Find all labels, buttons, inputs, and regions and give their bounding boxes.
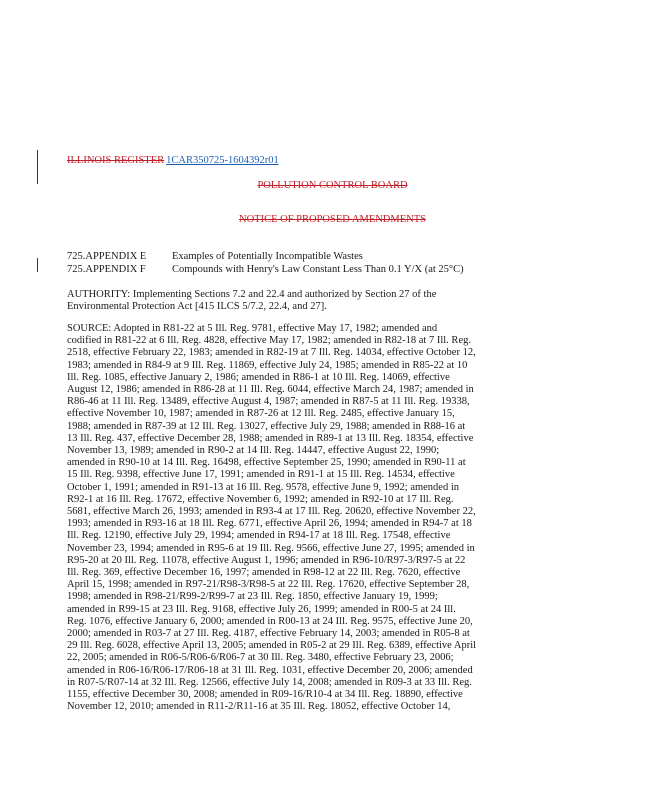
source-line: October 1, 1991; amended in R91-13 at 16 Ill. Reg. 9578, effective June 9, 1992; amended in	[67, 481, 460, 493]
source-line: 5681, effective March 26, 1993; amended in R93-4 at 17 Ill. Reg. 20620, effective November 22,	[67, 506, 476, 518]
source-line: R86-46 at 11 Ill. Reg. 13489, effective August 4, 1987; amended in R87-5 at 11 Ill. Reg. 19338,	[67, 396, 470, 408]
revision-bar	[37, 150, 38, 184]
register-struck-text: ILLINOIS REGISTER	[67, 155, 165, 166]
source-line: R95-20 at 20 Ill. Reg. 11078, effective August 1, 1996; amended in R96-10/R97-3/R97-5 at 22	[67, 554, 466, 566]
source-line: amended in R90-10 at 14 Ill. Reg. 16498, effective September 25, 1990; amended in R90-11 at	[67, 457, 466, 469]
source-line: codified in R81-22 at 6 Ill. Reg. 4828, effective May 17, 1982; amended in R82-18 at 7 Ill. Reg.	[67, 335, 471, 347]
source-line: August 12, 1986; amended in R86-28 at 11 Ill. Reg. 6044, effective March 24, 1987; amended in	[67, 384, 474, 396]
source-line: 22, 2005; amended in R06-5/R06-6/R06-7 at 30 Ill. Reg. 3480, effective February 23, 2006;	[67, 652, 454, 664]
source-line: November 23, 1994; amended in R95-6 at 19 Ill. Reg. 9566, effective June 27, 1995; amended in	[67, 542, 475, 554]
notice-title: NOTICE OF PROPOSED AMENDMENTS	[239, 214, 426, 225]
source-line: in R07-5/R07-14 at 32 Ill. Reg. 12566, effective July 14, 2008; amended in R09-3 at 33 Ill. Reg.	[67, 676, 472, 688]
source-line: 2000; amended in R03-7 at 27 Ill. Reg. 4187, effective February 14, 2003; amended in R05-8 at	[67, 628, 470, 640]
board-name: POLLUTION CONTROL BOARD	[257, 180, 408, 191]
source-line: R92-1 at 16 Ill. Reg. 17672, effective November 6, 1992; amended in R92-10 at 17 Ill. Reg.	[67, 493, 454, 505]
source-line: Ill. Reg. 369, effective December 16, 1997; amended in R98-12 at 22 Ill. Reg. 7620, effective	[67, 567, 461, 579]
notice-header	[0, 214, 665, 226]
source-line: 15 Ill. Reg. 9398, effective June 17, 1991; amended in R91-1 at 15 Ill. Reg. 14534, effective	[67, 469, 455, 481]
source-line: November 13, 1989; amended in R90-2 at 14 Ill. Reg. 14447, effective August 22, 1990;	[67, 445, 440, 457]
source-line: 1988; amended in R87-39 at 12 Ill. Reg. 13027, effective July 29, 1988; amended in R88-16 at	[67, 420, 466, 432]
source-line: Ill. Reg. 1085, effective January 2, 1986; amended in R86-1 at 10 Ill. Reg. 14069, effective	[67, 371, 450, 383]
source-paragraph	[67, 323, 627, 714]
register-inserted-text[interactable]: 1CAR350725-1604392r01	[166, 155, 279, 166]
authority-line: AUTHORITY: Implementing Sections 7.2 and 22.4 and authorized by Section 27 of the	[67, 289, 437, 300]
source-line: November 12, 2010; amended in R11-2/R11-16 at 35 Ill. Reg. 18052, effective October 14,	[67, 701, 451, 713]
authority-line: Environmental Protection Act [415 ILCS 5/7.2, 22.4, and 27].	[67, 301, 327, 313]
source-line: April 15, 1998; amended in R97-21/R98-3/R98-5 at 22 Ill. Reg. 17620, effective September 28,	[67, 579, 470, 591]
source-line: 1983; amended in R84-9 at 9 Ill. Reg. 11869, effective July 24, 1985; amended in R85-22 at 10	[67, 359, 468, 371]
source-line: 29 Ill. Reg. 6028, effective April 13, 2005; amended in R05-2 at 29 Ill. Reg. 6389, effective April	[67, 640, 477, 652]
source-line: 1998; amended in R98-21/R99-2/R99-7 at 23 Ill. Reg. 1850, effective January 19, 1999;	[67, 591, 438, 603]
source-line: 13 Ill. Reg. 437, effective December 28, 1988; amended in R89-1 at 13 Ill. Reg. 18354, effective	[67, 432, 474, 444]
source-line: amended in R06-16/R06-17/R06-18 at 31 Ill. Reg. 1031, effective December 20, 2006; amended	[67, 664, 473, 676]
source-line: 1993; amended in R93-16 at 18 Ill. Reg. 6771, effective April 26, 1994; amended in R94-7 at 18	[67, 518, 472, 530]
source-line: Reg. 1076, effective January 6, 2000; amended in R00-13 at 24 Ill. Reg. 9575, effective June 20,	[67, 615, 473, 627]
source-line: Ill. Reg. 12190, effective July 29, 1994; amended in R94-17 at 18 Ill. Reg. 17548, effective	[67, 530, 451, 542]
appendix-title: Examples of Potentially Incompatible Wastes	[172, 251, 363, 262]
appendix-row	[67, 251, 363, 263]
source-line: amended in R99-15 at 23 Ill. Reg. 9168, effective July 26, 1999; amended in R00-5 at 24 Ill.	[67, 603, 456, 615]
source-line: 2518, effective February 22, 1983; amended in R82-19 at 7 Ill. Reg. 14034, effective October 12,	[67, 347, 476, 359]
board-header	[0, 180, 665, 192]
appendix-label: 725.APPENDIX F	[67, 264, 146, 275]
appendix-label: 725.APPENDIX E	[67, 251, 147, 262]
revision-bar	[37, 258, 38, 272]
source-line: 1155, effective December 30, 2008; amended in R09-16/R10-4 at 34 Ill. Reg. 18890, effective	[67, 689, 463, 701]
authority-paragraph	[67, 289, 627, 313]
source-line: SOURCE: Adopted in R81-22 at 5 Ill. Reg. 9781, effective May 17, 1982; amended and	[67, 323, 438, 334]
appendix-row	[67, 264, 464, 276]
source-line: effective November 10, 1987; amended in R87-26 at 12 Ill. Reg. 2485, effective January 15,	[67, 408, 455, 420]
appendix-title: Compounds with Henry's Law Constant Less Than 0.1 Y/X (at 25°C)	[172, 264, 464, 275]
register-header	[67, 155, 279, 167]
